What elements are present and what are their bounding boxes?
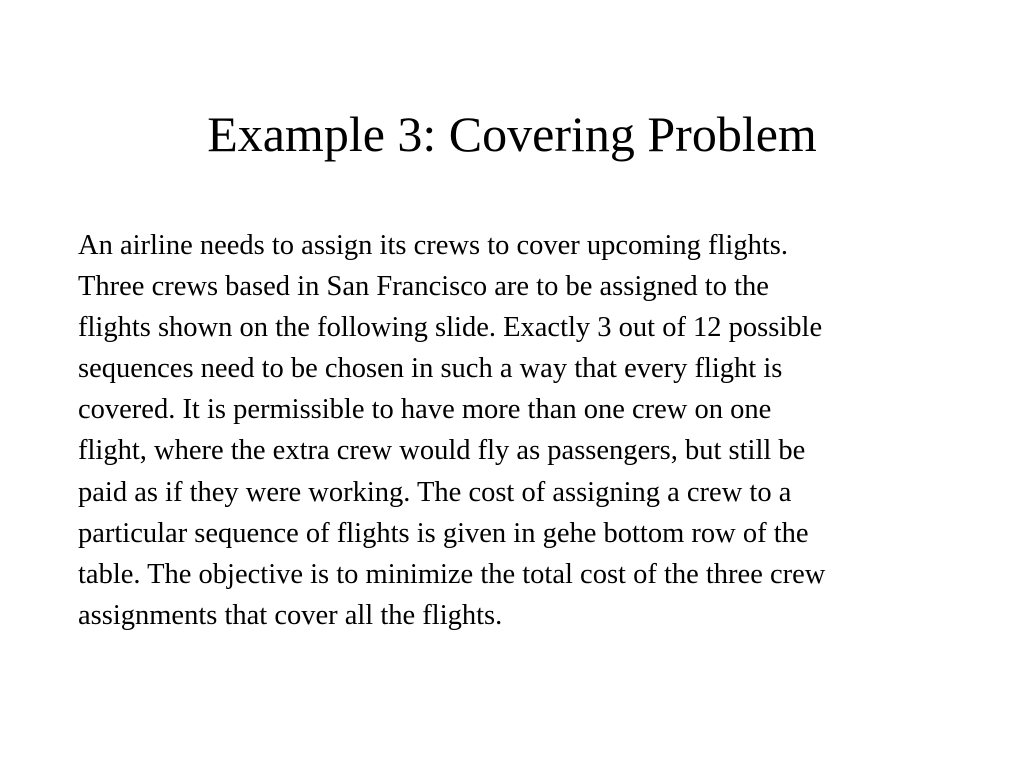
- body-line: particular sequence of flights is given in gehe bottom row of the: [78, 517, 809, 549]
- body-line: Three crews based in San Francisco are to be assigned to the: [78, 271, 769, 303]
- body-line: flights shown on the following slide. Exactly 3 out of 12 possible: [78, 312, 823, 344]
- slide-title: Example 3: Covering Problem: [207, 106, 817, 162]
- body-line: sequences need to be chosen in such a way that every flight is: [78, 353, 783, 385]
- slide-body: [78, 225, 978, 636]
- body-line: table. The objective is to minimize the total cost of the three crew: [78, 558, 826, 590]
- body-line: flight, where the extra crew would fly as passengers, but still be: [78, 435, 806, 467]
- body-line: paid as if they were working. The cost of assigning a crew to a: [78, 476, 792, 508]
- body-line: assignments that cover all the flights.: [78, 599, 503, 631]
- body-line: covered. It is permissible to have more than one crew on one: [78, 394, 772, 426]
- body-line: An airline needs to assign its crews to cover upcoming flights.: [78, 230, 788, 261]
